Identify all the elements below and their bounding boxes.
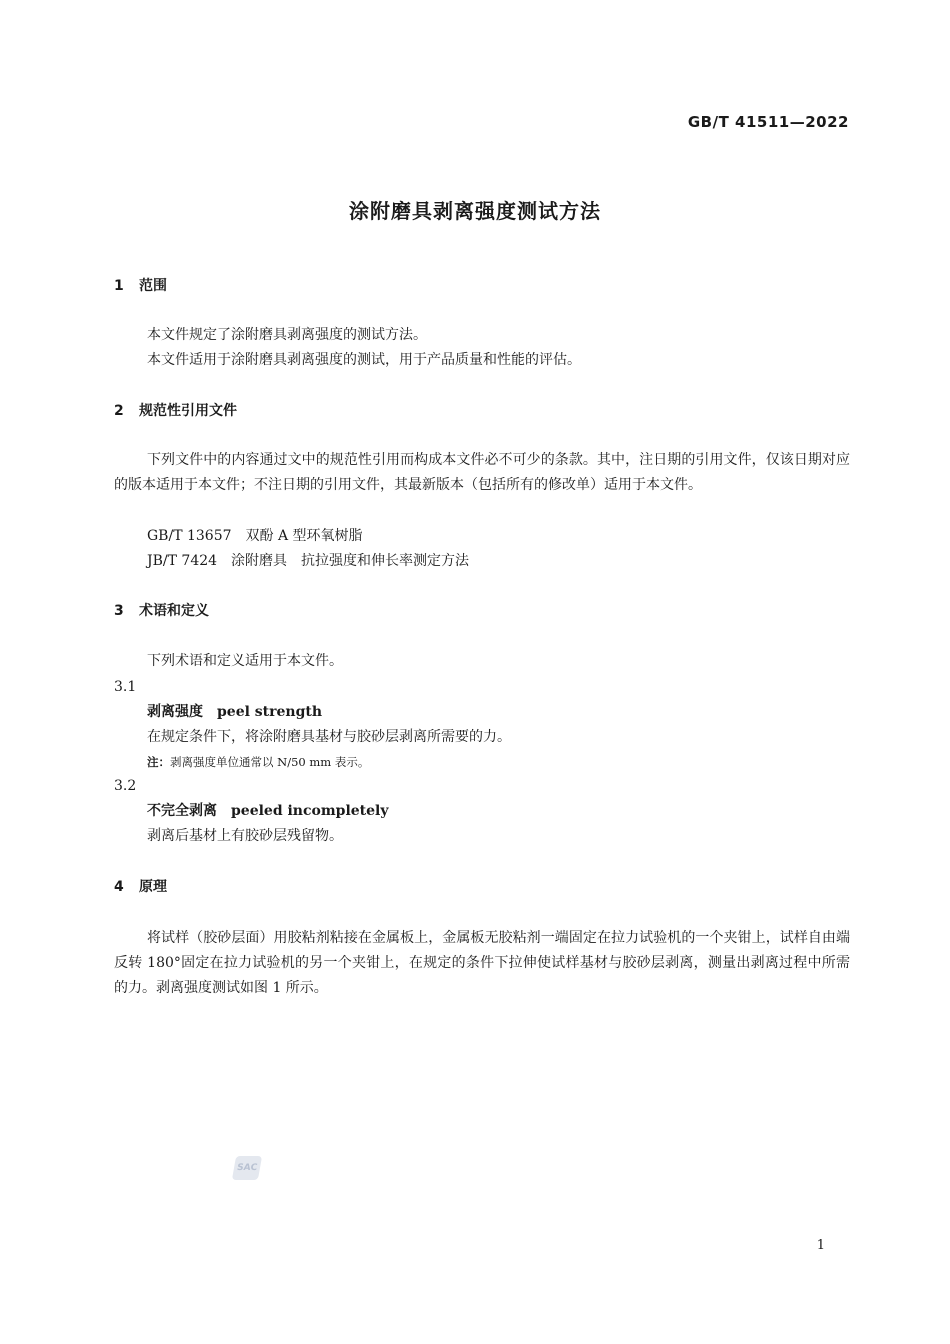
document-title: 涂附磨具剥离强度测试方法 bbox=[349, 199, 601, 223]
reference-code: GB/T 13657 bbox=[147, 528, 232, 544]
section-4-title: 原理 bbox=[139, 879, 167, 895]
section-2-title: 规范性引用文件 bbox=[139, 403, 237, 419]
sac-watermark-logo: SAC bbox=[232, 1156, 262, 1180]
section-1-paragraph-2: 本文件适用于涂附磨具剥离强度的测试，用于产品质量和性能的评估。 bbox=[147, 352, 581, 368]
term-3-1-definition: 在规定条件下，将涂附磨具基材与胶砂层剥离所需要的力。 bbox=[147, 729, 511, 745]
page-number: 1 bbox=[816, 1238, 825, 1253]
term-3-2-en: peeled incompletely bbox=[231, 803, 389, 819]
section-4-number: 4 bbox=[114, 879, 124, 895]
section-2-number: 2 bbox=[114, 403, 124, 419]
section-1-number: 1 bbox=[114, 278, 124, 294]
term-3-1-note bbox=[147, 752, 369, 772]
term-number-3-2: 3.2 bbox=[114, 778, 137, 794]
reference-title: 涂附磨具 抗拉强度和伸长率测定方法 bbox=[231, 553, 470, 569]
term-3-2-zh: 不完全剥离 bbox=[147, 803, 217, 819]
term-3-1 bbox=[147, 702, 322, 722]
section-3-heading bbox=[114, 601, 209, 621]
section-4-paragraph: 将试样（胶砂层面）用胶粘剂粘接在金属板上，金属板无胶粘剂一端固定在拉力试验机的一个夹钳上，试样自由端反转 180°固定在拉力试验机的另一个夹钳上，在规定的条件下拉伸使试样基材与胶砂层剥离，测量出剥离过程中所需的力。剥离强度测试如图 1 所示。 bbox=[114, 930, 850, 996]
note-label: 注： bbox=[147, 755, 170, 769]
section-3-number: 3 bbox=[114, 603, 124, 619]
reference-code: JB/T 7424 bbox=[147, 553, 218, 569]
section-3-intro: 下列术语和定义适用于本文件。 bbox=[147, 653, 343, 669]
section-2-heading bbox=[114, 401, 237, 421]
section-3-title: 术语和定义 bbox=[139, 603, 209, 619]
note-text: 剥离强度单位通常以 N/50 mm 表示。 bbox=[170, 755, 370, 769]
term-3-1-zh: 剥离强度 bbox=[147, 704, 203, 720]
term-3-1-en: peel strength bbox=[217, 704, 323, 720]
section-4-heading bbox=[114, 877, 167, 897]
term-number-3-1: 3.1 bbox=[114, 679, 137, 695]
standard-number: GB/T 41511—2022 bbox=[687, 113, 849, 131]
reference-item bbox=[147, 526, 363, 546]
section-1-paragraph-1: 本文件规定了涂附磨具剥离强度的测试方法。 bbox=[147, 327, 427, 343]
reference-title: 双酚 A 型环氧树脂 bbox=[245, 528, 363, 544]
term-3-2 bbox=[147, 801, 389, 821]
section-2-paragraph: 下列文件中的内容通过文中的规范性引用而构成本文件必不可少的条款。其中，注日期的引用文件，仅该日期对应的版本适用于本文件；不注日期的引用文件，其最新版本（包括所有的修改单）适用于本文件。 bbox=[114, 452, 850, 493]
section-1-title: 范围 bbox=[139, 278, 167, 294]
reference-item bbox=[147, 551, 469, 571]
term-3-2-definition: 剥离后基材上有胶砂层残留物。 bbox=[147, 828, 343, 844]
section-1-heading bbox=[114, 276, 167, 296]
